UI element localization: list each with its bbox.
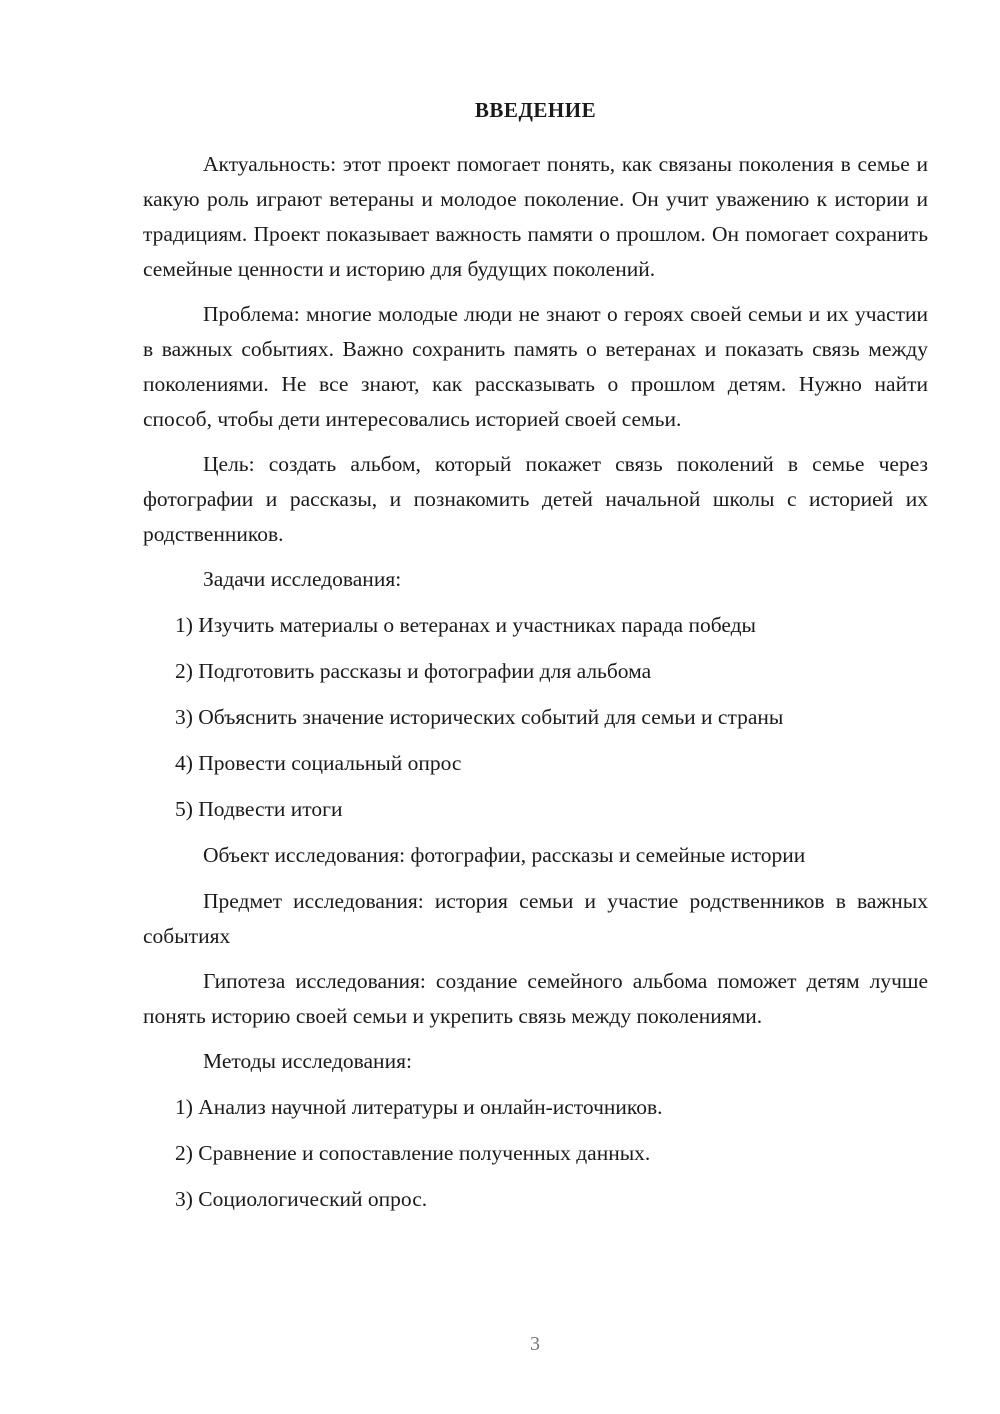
- list-item: 5) Подвести итоги: [175, 797, 343, 821]
- list-item: 1) Изучить материалы о ветеранах и участниках парада победы: [175, 613, 756, 637]
- list-item: 2) Подготовить рассказы и фотографии для альбома: [175, 659, 652, 683]
- problem-paragraph: Проблема: многие молодые люди не знают о героях своей семьи и их участии в важных событиях. Важно сохранить память о ветеранах и показать связь между поколениями. Не все знают, как рассказывать о прошлом детям. Нужно найти способ, чтобы дети интересовались историей своей семьи.: [143, 302, 928, 431]
- list-item: 4) Провести социальный опрос: [175, 751, 462, 775]
- relevance-paragraph: Актуальность: этот проект помогает понять, как связаны поколения в семье и какую роль играют ветераны и молодое поколение. Он учит уважению к истории и традициям. Проект показывает важность памяти о прошлом. Он помогает сохранить семейные ценности и историю для будущих поколений.: [143, 152, 928, 281]
- subject-paragraph: Предмет исследования: история семьи и участие родственников в важных событиях: [143, 889, 928, 948]
- list-item: 2) Сравнение и сопоставление полученных данных.: [175, 1141, 651, 1165]
- tasks-heading: Задачи исследования:: [203, 567, 402, 591]
- goal-paragraph: Цель: создать альбом, который покажет связь поколений в семье через фотографии и рассказы, и познакомить детей начальной школы с историей их родственников.: [143, 452, 928, 546]
- tasks-list: [143, 608, 928, 827]
- list-item: 3) Объяснить значение исторических событий для семьи и страны: [175, 705, 784, 729]
- object-paragraph: Объект исследования: фотографии, рассказы и семейные истории: [203, 843, 806, 867]
- list-item: 1) Анализ научной литературы и онлайн-источников.: [175, 1095, 663, 1119]
- page-number: 3: [530, 1333, 540, 1355]
- methods-list: [143, 1090, 928, 1217]
- methods-heading: Методы исследования:: [203, 1049, 412, 1073]
- page-title: ВВЕДЕНИЕ: [474, 98, 597, 122]
- list-item: 3) Социологический опрос.: [175, 1187, 428, 1211]
- document-page: [143, 95, 928, 1228]
- hypothesis-paragraph: Гипотеза исследования: создание семейного альбома поможет детям лучше понять историю своей семьи и укрепить связь между поколениями.: [143, 969, 928, 1028]
